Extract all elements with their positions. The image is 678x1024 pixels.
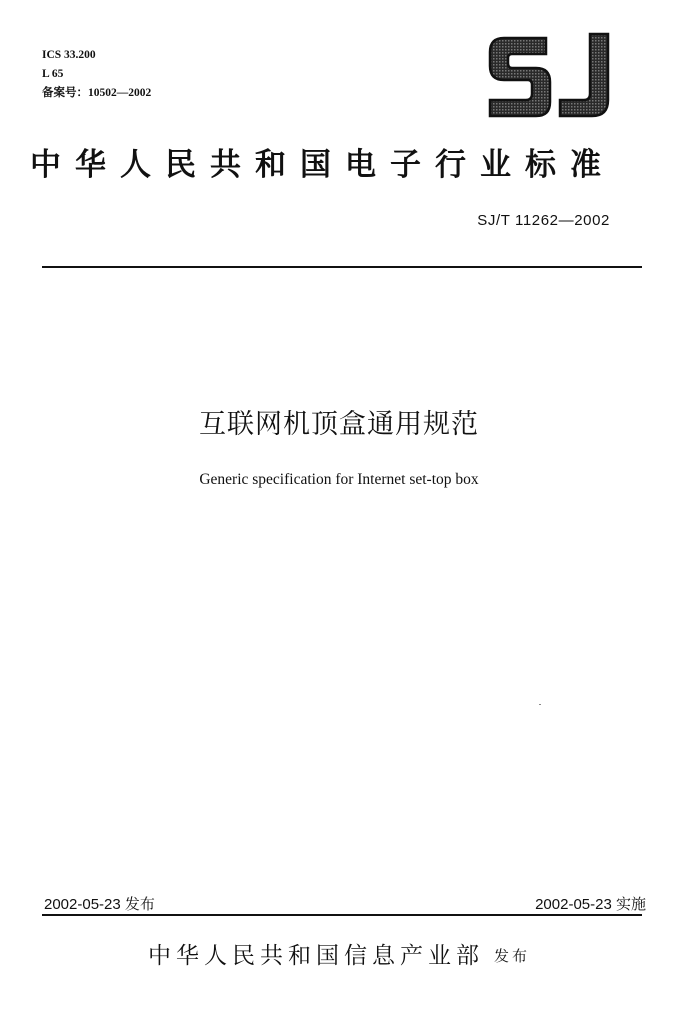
sj-logo <box>484 28 616 122</box>
record-number: 备案号：10502—2002 <box>42 87 152 99</box>
ics-code: ICS 33.200 <box>42 49 96 61</box>
publisher-suffix: 发布 <box>493 947 530 965</box>
publisher-name: 中华人民共和国信息产业部 <box>147 943 484 969</box>
scan-speck <box>539 704 541 705</box>
category-code: L 65 <box>42 68 64 80</box>
issuing-authority-title: 中华人民共和国电子行业标准 <box>30 147 615 183</box>
publisher-line <box>0 937 678 970</box>
implementation-date: 2002-05-23 实施 <box>535 896 646 913</box>
document-title: 互联网机顶盒通用规范 <box>199 409 479 440</box>
standard-metadata <box>42 46 151 103</box>
document-subtitle: Generic specification for Internet set-top box <box>199 471 479 488</box>
footer-divider <box>42 914 642 916</box>
header-divider <box>42 266 642 268</box>
issue-date: 2002-05-23 发布 <box>44 896 155 913</box>
standard-number: SJ/T 11262—2002 <box>477 212 610 229</box>
